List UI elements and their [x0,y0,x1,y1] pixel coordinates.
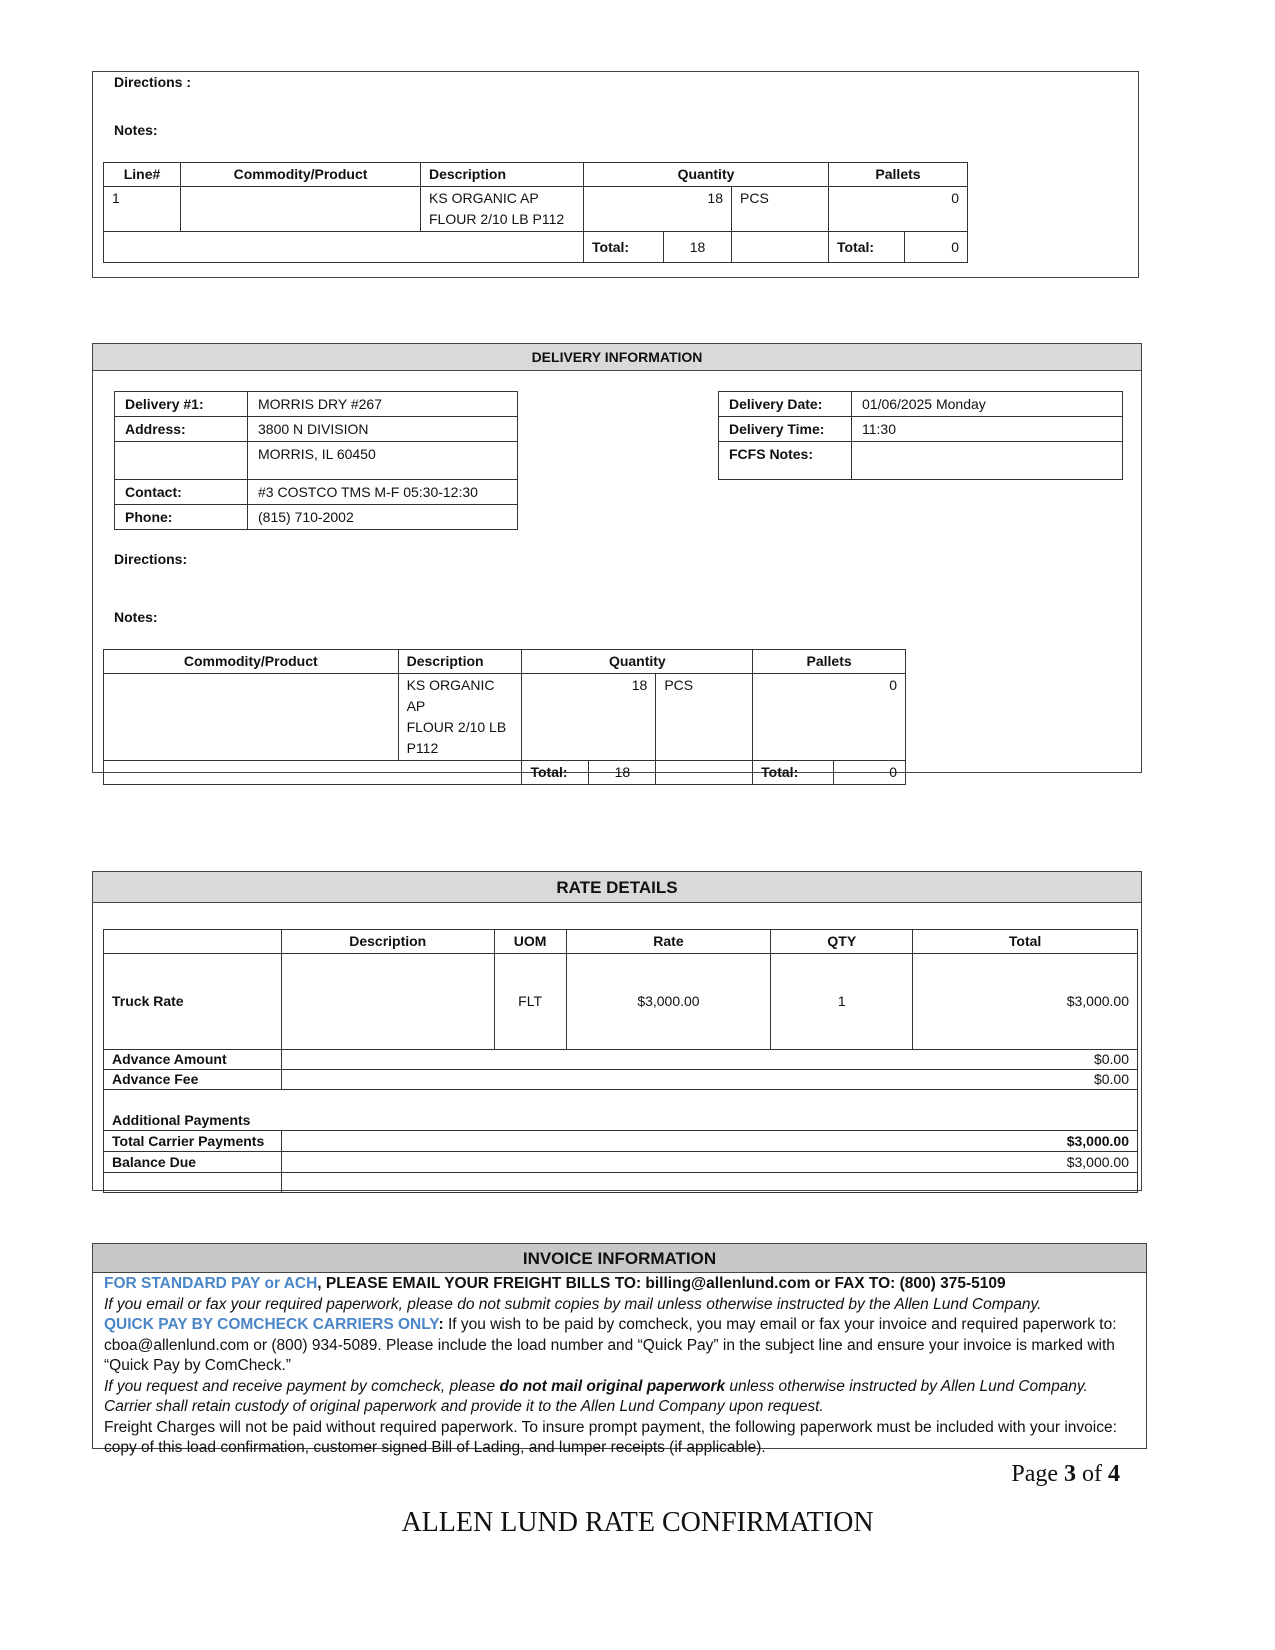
truck-rate-total: $3,000.00 [913,954,1138,1050]
address-line-1: 3800 N DIVISION [248,417,518,442]
truck-rate-qty: 1 [771,954,913,1050]
col-description: Description [281,930,494,954]
balance-due-label: Balance Due [104,1152,282,1173]
rate-table [103,929,1138,1193]
table-row [104,674,906,761]
page-number: Page 3 of 4 [1011,1461,1120,1487]
rate-section [92,871,1142,1191]
quick-pay-line: QUICK PAY BY COMCHECK CARRIERS ONLY: If you wish to be paid by comcheck, you may email or fax your invoice and required paperwork to: cboa@allenlund.com or (800) 934-5089. Please include the load number and “Quick Pay” in the subject line and ensure your invoice is marked with “Quick Pay by ComCheck.” [104,1316,1117,1374]
rate-header: RATE DETAILS [93,872,1141,903]
col-quantity: Quantity [522,650,753,674]
totals-row [104,761,906,785]
invoice-header: INVOICE INFORMATION [93,1244,1146,1273]
truck-rate-label: Truck Rate [104,954,282,1050]
col-qty: QTY [771,930,913,954]
balance-due-value: $3,000.00 [281,1152,1137,1173]
delivery-schedule-table [718,391,1123,480]
total-carrier-label: Total Carrier Payments [104,1131,282,1152]
line-number: 1 [104,187,181,232]
fcfs-notes-value [852,442,1123,480]
quantity-unit: PCS [732,187,829,232]
col-total: Total [913,930,1138,954]
col-commodity: Commodity/Product [181,163,421,187]
email-fax-notice: If you email or fax your required paperwork, please do not submit copies by mail unless otherwise instructed by the Allen Lund Company. [104,1295,1042,1313]
truck-rate-row [104,954,1138,1050]
pallets-total: 0 [834,761,906,785]
quantity-total-label: Total: [522,761,589,785]
col-line: Line# [104,163,181,187]
standard-pay-line: FOR STANDARD PAY or ACH, PLEASE EMAIL YOUR FREIGHT BILLS TO: billing@allenlund.com or FAX TO: (800) 375-5109 [104,1275,1006,1292]
pallets-value: 0 [753,674,906,761]
delivery-notes-label: Notes: [114,609,158,625]
address-line-2: MORRIS, IL 60450 [248,442,518,480]
pallets-value: 0 [829,187,968,232]
address-label: Address: [115,417,248,442]
invoice-section [92,1243,1147,1456]
quantity-total-label: Total: [584,232,664,263]
pickup-section [92,71,1139,278]
delivery-date-value: 01/06/2025 Monday [852,392,1123,417]
commodity [104,674,399,761]
delivery-time-value: 11:30 [852,417,1123,442]
col-pallets: Pallets [753,650,906,674]
fcfs-notes-label: FCFS Notes: [719,442,852,480]
advance-amount-label: Advance Amount [104,1050,282,1070]
advance-amount-value: $0.00 [281,1050,1137,1070]
truck-rate-rate: $3,000.00 [566,954,771,1050]
truck-rate-description [281,954,494,1050]
advance-fee-label: Advance Fee [104,1070,282,1090]
delivery-number-value: MORRIS DRY #267 [248,392,518,417]
total-carrier-value: $3,000.00 [281,1131,1137,1152]
delivery-header: DELIVERY INFORMATION [93,344,1141,371]
contact-label: Contact: [115,480,248,505]
col-pallets: Pallets [829,163,968,187]
freight-charges-notice: Freight Charges will not be paid without required paperwork. To insure prompt payment, the following paperwork must be included with your invoice: copy of this load confirmation, customer signed Bill of Lading, and lumper receipts (if applicable). [104,1418,1117,1456]
contact-value: #3 COSTCO TMS M-F 05:30-12:30 [248,480,518,505]
pickup-directions-label: Directions : [114,74,192,90]
quantity-total: 18 [664,232,732,263]
advance-amount-row [104,1050,1138,1070]
phone-label: Phone: [115,505,248,530]
delivery-time-label: Delivery Time: [719,417,852,442]
pickup-notes-label: Notes: [114,122,158,138]
comcheck-notice: If you request and receive payment by comcheck, please do not mail original paperwork unless otherwise instructed by Allen Lund Company. Carrier shall retain custody of original paperwork and provide it to the Allen Lund Company upon request. [104,1377,1088,1415]
pickup-commodity-table [103,162,968,263]
delivery-number-label: Delivery #1: [115,392,248,417]
document-title: ALLEN LUND RATE CONFIRMATION [401,1507,874,1538]
advance-fee-row [104,1070,1138,1090]
advance-fee-value: $0.00 [281,1070,1137,1090]
quantity-value: 18 [522,674,656,761]
invoice-body [104,1274,1138,1459]
commodity [181,187,421,232]
pallets-total-label: Total: [753,761,834,785]
phone-value: (815) 710-2002 [248,505,518,530]
delivery-commodity-table [103,649,906,785]
delivery-section [92,343,1142,780]
col-uom: UOM [494,930,566,954]
delivery-date-label: Delivery Date: [719,392,852,417]
quantity-unit: PCS [656,674,753,761]
additional-payments-label: Additional Payments [104,1090,1138,1131]
pallets-total: 0 [905,232,968,263]
delivery-address-table [114,391,518,530]
description: KS ORGANIC AP FLOUR 2/10 LB P112 [398,674,522,761]
col-quantity: Quantity [584,163,829,187]
delivery-directions-label: Directions: [114,551,188,567]
description: KS ORGANIC AP FLOUR 2/10 LB P112 [421,187,584,232]
truck-rate-uom: FLT [494,954,566,1050]
additional-payments-row [104,1090,1138,1131]
total-carrier-row [104,1131,1138,1152]
col-description: Description [421,163,584,187]
totals-row [104,232,968,263]
pallets-total-label: Total: [829,232,905,263]
quantity-value: 18 [584,187,732,232]
col-rate: Rate [566,930,771,954]
col-description: Description [398,650,522,674]
balance-due-row [104,1152,1138,1173]
table-row [104,187,968,232]
quantity-total: 18 [589,761,656,785]
col-commodity: Commodity/Product [104,650,399,674]
